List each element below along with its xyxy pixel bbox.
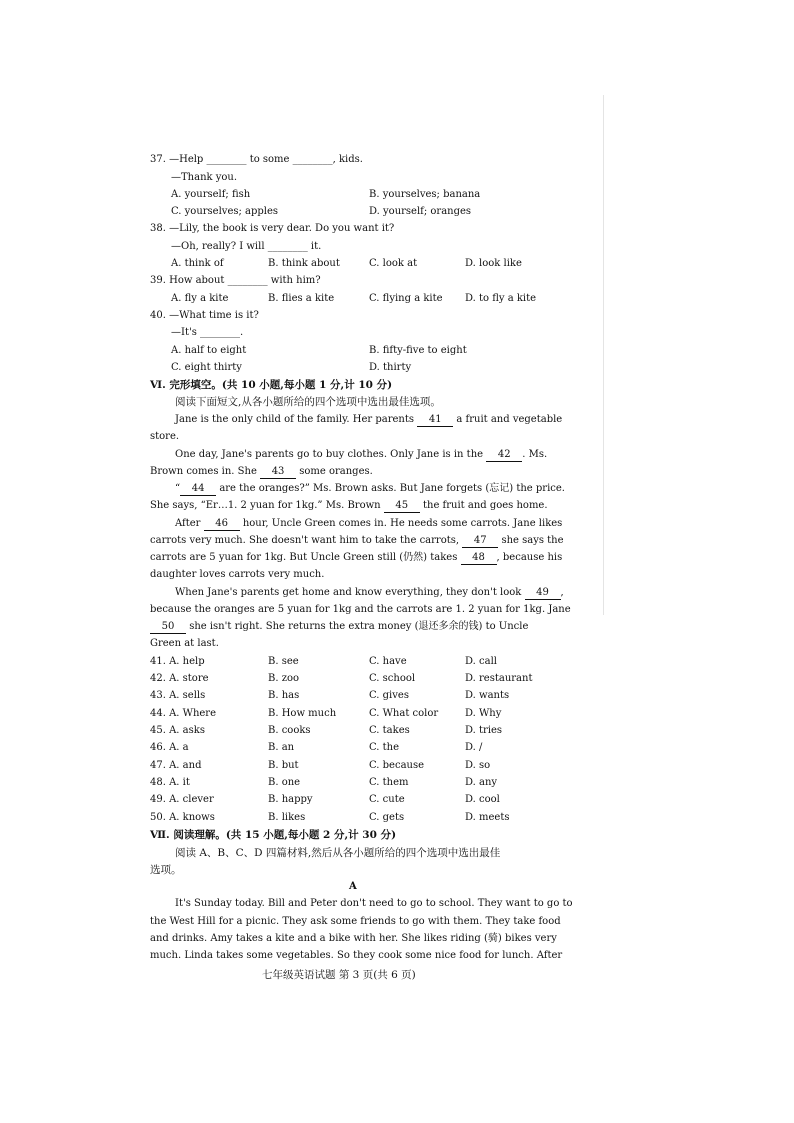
option-42-d: D. restaurant xyxy=(465,673,533,684)
option-50-c: C. gets xyxy=(369,812,405,823)
q37-option-c: C. yourselves; apples xyxy=(171,206,279,217)
option-43-a: 43. A. sells xyxy=(150,690,206,701)
passage-line-4: much. Linda takes some vegetables. So they cook some nice food for lunch. After xyxy=(150,950,563,961)
question-40-reply: —It's ________. xyxy=(171,327,244,338)
q39-option-c: C. flying a kite xyxy=(369,293,443,304)
option-49-a: 49. A. clever xyxy=(150,794,214,805)
option-46-a: 46. A. a xyxy=(150,742,189,753)
q39-option-d: D. to fly a kite xyxy=(465,293,537,304)
cloze-line-13: 50 she isn't right. She returns the extra money (退还多余的钱) to Uncle xyxy=(150,621,528,634)
option-45-a: 45. A. asks xyxy=(150,725,205,736)
cloze-line-1: Jane is the only child of the family. Her parents 41 a fruit and vegetable xyxy=(175,414,563,425)
option-48-d: D. any xyxy=(465,777,498,788)
question-38: 38. —Lily, the book is very dear. Do you want it? xyxy=(150,223,395,234)
q39-option-b: B. flies a kite xyxy=(268,293,335,304)
option-44-d: D. Why xyxy=(465,708,502,719)
q37-option-b: B. yourselves; banana xyxy=(369,189,481,200)
page-footer: 七年级英语试题 第 3 页(共 6 页) xyxy=(262,969,416,981)
blank-47: 47 xyxy=(462,535,498,548)
option-41-b: B. see xyxy=(268,656,299,667)
cloze-line-2: store. xyxy=(150,431,180,442)
option-44-c: C. What color xyxy=(369,708,439,719)
cloze-line-5: “ 44 are the oranges?” Ms. Brown asks. But Jane forgets (忘记) the price. xyxy=(175,483,565,494)
option-42-b: B. zoo xyxy=(268,673,300,684)
q40-option-a: A. half to eight xyxy=(171,345,247,356)
option-42-c: C. school xyxy=(369,673,416,684)
option-48-b: B. one xyxy=(268,777,301,788)
option-45-b: B. cooks xyxy=(268,725,311,736)
option-47-d: D. so xyxy=(465,760,491,771)
question-37-reply: —Thank you. xyxy=(171,172,238,183)
option-48-a: 48. A. it xyxy=(150,777,190,788)
option-47-c: C. because xyxy=(369,760,425,771)
cloze-line-11: When Jane's parents get home and know everything, they don't look 49 , xyxy=(175,587,564,598)
option-43-b: B. has xyxy=(268,690,300,701)
option-42-a: 42. A. store xyxy=(150,673,209,684)
blank-46: 46 xyxy=(204,518,240,531)
q40-option-c: C. eight thirty xyxy=(171,362,242,373)
option-41-a: 41. A. help xyxy=(150,656,205,667)
section-6-title: Ⅵ. 完形填空。(共 10 小题,每小题 1 分,计 10 分) xyxy=(150,379,393,391)
section-7-instruction: 阅读 A、B、C、D 四篇材料,然后从各小题所给的四个选项中选出最佳 xyxy=(175,847,501,859)
q38-option-d: D. look like xyxy=(465,258,522,269)
cloze-line-7: After 46 hour, Uncle Green comes in. He needs some carrots. Jane likes xyxy=(175,518,563,529)
option-49-c: C. cute xyxy=(369,794,405,805)
cloze-line-3: One day, Jane's parents go to buy clothes. Only Jane is in the 42 . Ms. xyxy=(175,449,548,460)
option-49-b: B. happy xyxy=(268,794,313,805)
section-6-instruction: 阅读下面短文,从各小题所给的四个选项中选出最佳选项。 xyxy=(175,396,441,408)
option-46-d: D. / xyxy=(465,742,483,753)
option-44-b: B. How much xyxy=(268,708,337,719)
option-43-d: D. wants xyxy=(465,690,510,701)
question-39: 39. How about ________ with him? xyxy=(150,275,321,286)
option-44-a: 44. A. Where xyxy=(150,708,216,719)
question-40: 40. —What time is it? xyxy=(150,310,259,321)
option-50-b: B. likes xyxy=(268,812,306,823)
blank-49: 49 xyxy=(525,587,561,600)
option-48-c: C. them xyxy=(369,777,409,788)
blank-45: 45 xyxy=(384,500,420,513)
cloze-line-10: daughter loves carrots very much. xyxy=(150,569,325,580)
option-50-d: D. meets xyxy=(465,812,510,823)
blank-48: 48 xyxy=(461,552,497,565)
section-7-instruction-cont: 选项。 xyxy=(150,864,182,876)
option-47-b: B. but xyxy=(268,760,299,771)
blank-44: 44 xyxy=(180,483,216,496)
option-41-c: C. have xyxy=(369,656,407,667)
passage-line-1: It's Sunday today. Bill and Peter don't need to go to school. They want to go to xyxy=(175,898,573,909)
option-45-c: C. takes xyxy=(369,725,410,736)
cloze-line-12: because the oranges are 5 yuan for 1kg and the carrots are 1. 2 yuan for 1kg. Jane xyxy=(150,604,571,615)
option-47-a: 47. A. and xyxy=(150,760,202,771)
cloze-line-6: She says, “Er…1. 2 yuan for 1kg.” Ms. Brown 45 the fruit and goes home. xyxy=(150,500,548,511)
section-7-title: Ⅶ. 阅读理解。(共 15 小题,每小题 2 分,计 30 分) xyxy=(150,829,397,841)
passage-label: A xyxy=(349,881,357,892)
option-49-d: D. cool xyxy=(465,794,500,805)
option-41-d: D. call xyxy=(465,656,497,667)
q38-option-c: C. look at xyxy=(369,258,418,269)
blank-42: 42 xyxy=(486,449,522,462)
cloze-line-4: Brown comes in. She 43 some oranges. xyxy=(150,466,373,477)
q40-option-d: D. thirty xyxy=(369,362,412,373)
passage-line-3: and drinks. Amy takes a kite and a bike with her. She likes riding (骑) bikes very xyxy=(150,933,557,944)
cloze-line-9: carrots are 5 yuan for 1kg. But Uncle Green still (仍然) takes 48 , because his xyxy=(150,552,563,563)
option-45-d: D. tries xyxy=(465,725,503,736)
q39-option-a: A. fly a kite xyxy=(171,293,229,304)
question-37: 37. —Help ________ to some ________, kids. xyxy=(150,154,363,165)
option-46-c: C. the xyxy=(369,742,400,753)
q38-option-a: A. think of xyxy=(171,258,224,269)
cloze-line-8: carrots very much. She doesn't want him to take the carrots, 47 she says the xyxy=(150,535,564,546)
q37-option-a: A. yourself; fish xyxy=(171,189,251,200)
q40-option-b: B. fifty-five to eight xyxy=(369,345,467,356)
option-43-c: C. gives xyxy=(369,690,409,701)
blank-50: 50 xyxy=(150,621,186,634)
option-46-b: B. an xyxy=(268,742,295,753)
blank-41: 41 xyxy=(417,414,453,427)
scan-edge-line xyxy=(603,95,604,615)
q38-option-b: B. think about xyxy=(268,258,340,269)
option-50-a: 50. A. knows xyxy=(150,812,215,823)
passage-line-2: the West Hill for a picnic. They ask some friends to go with them. They take food xyxy=(150,916,561,927)
question-38-reply: —Oh, really? I will ________ it. xyxy=(171,241,322,252)
cloze-line-14: Green at last. xyxy=(150,638,219,649)
q37-option-d: D. yourself; oranges xyxy=(369,206,472,217)
blank-43: 43 xyxy=(260,466,296,479)
